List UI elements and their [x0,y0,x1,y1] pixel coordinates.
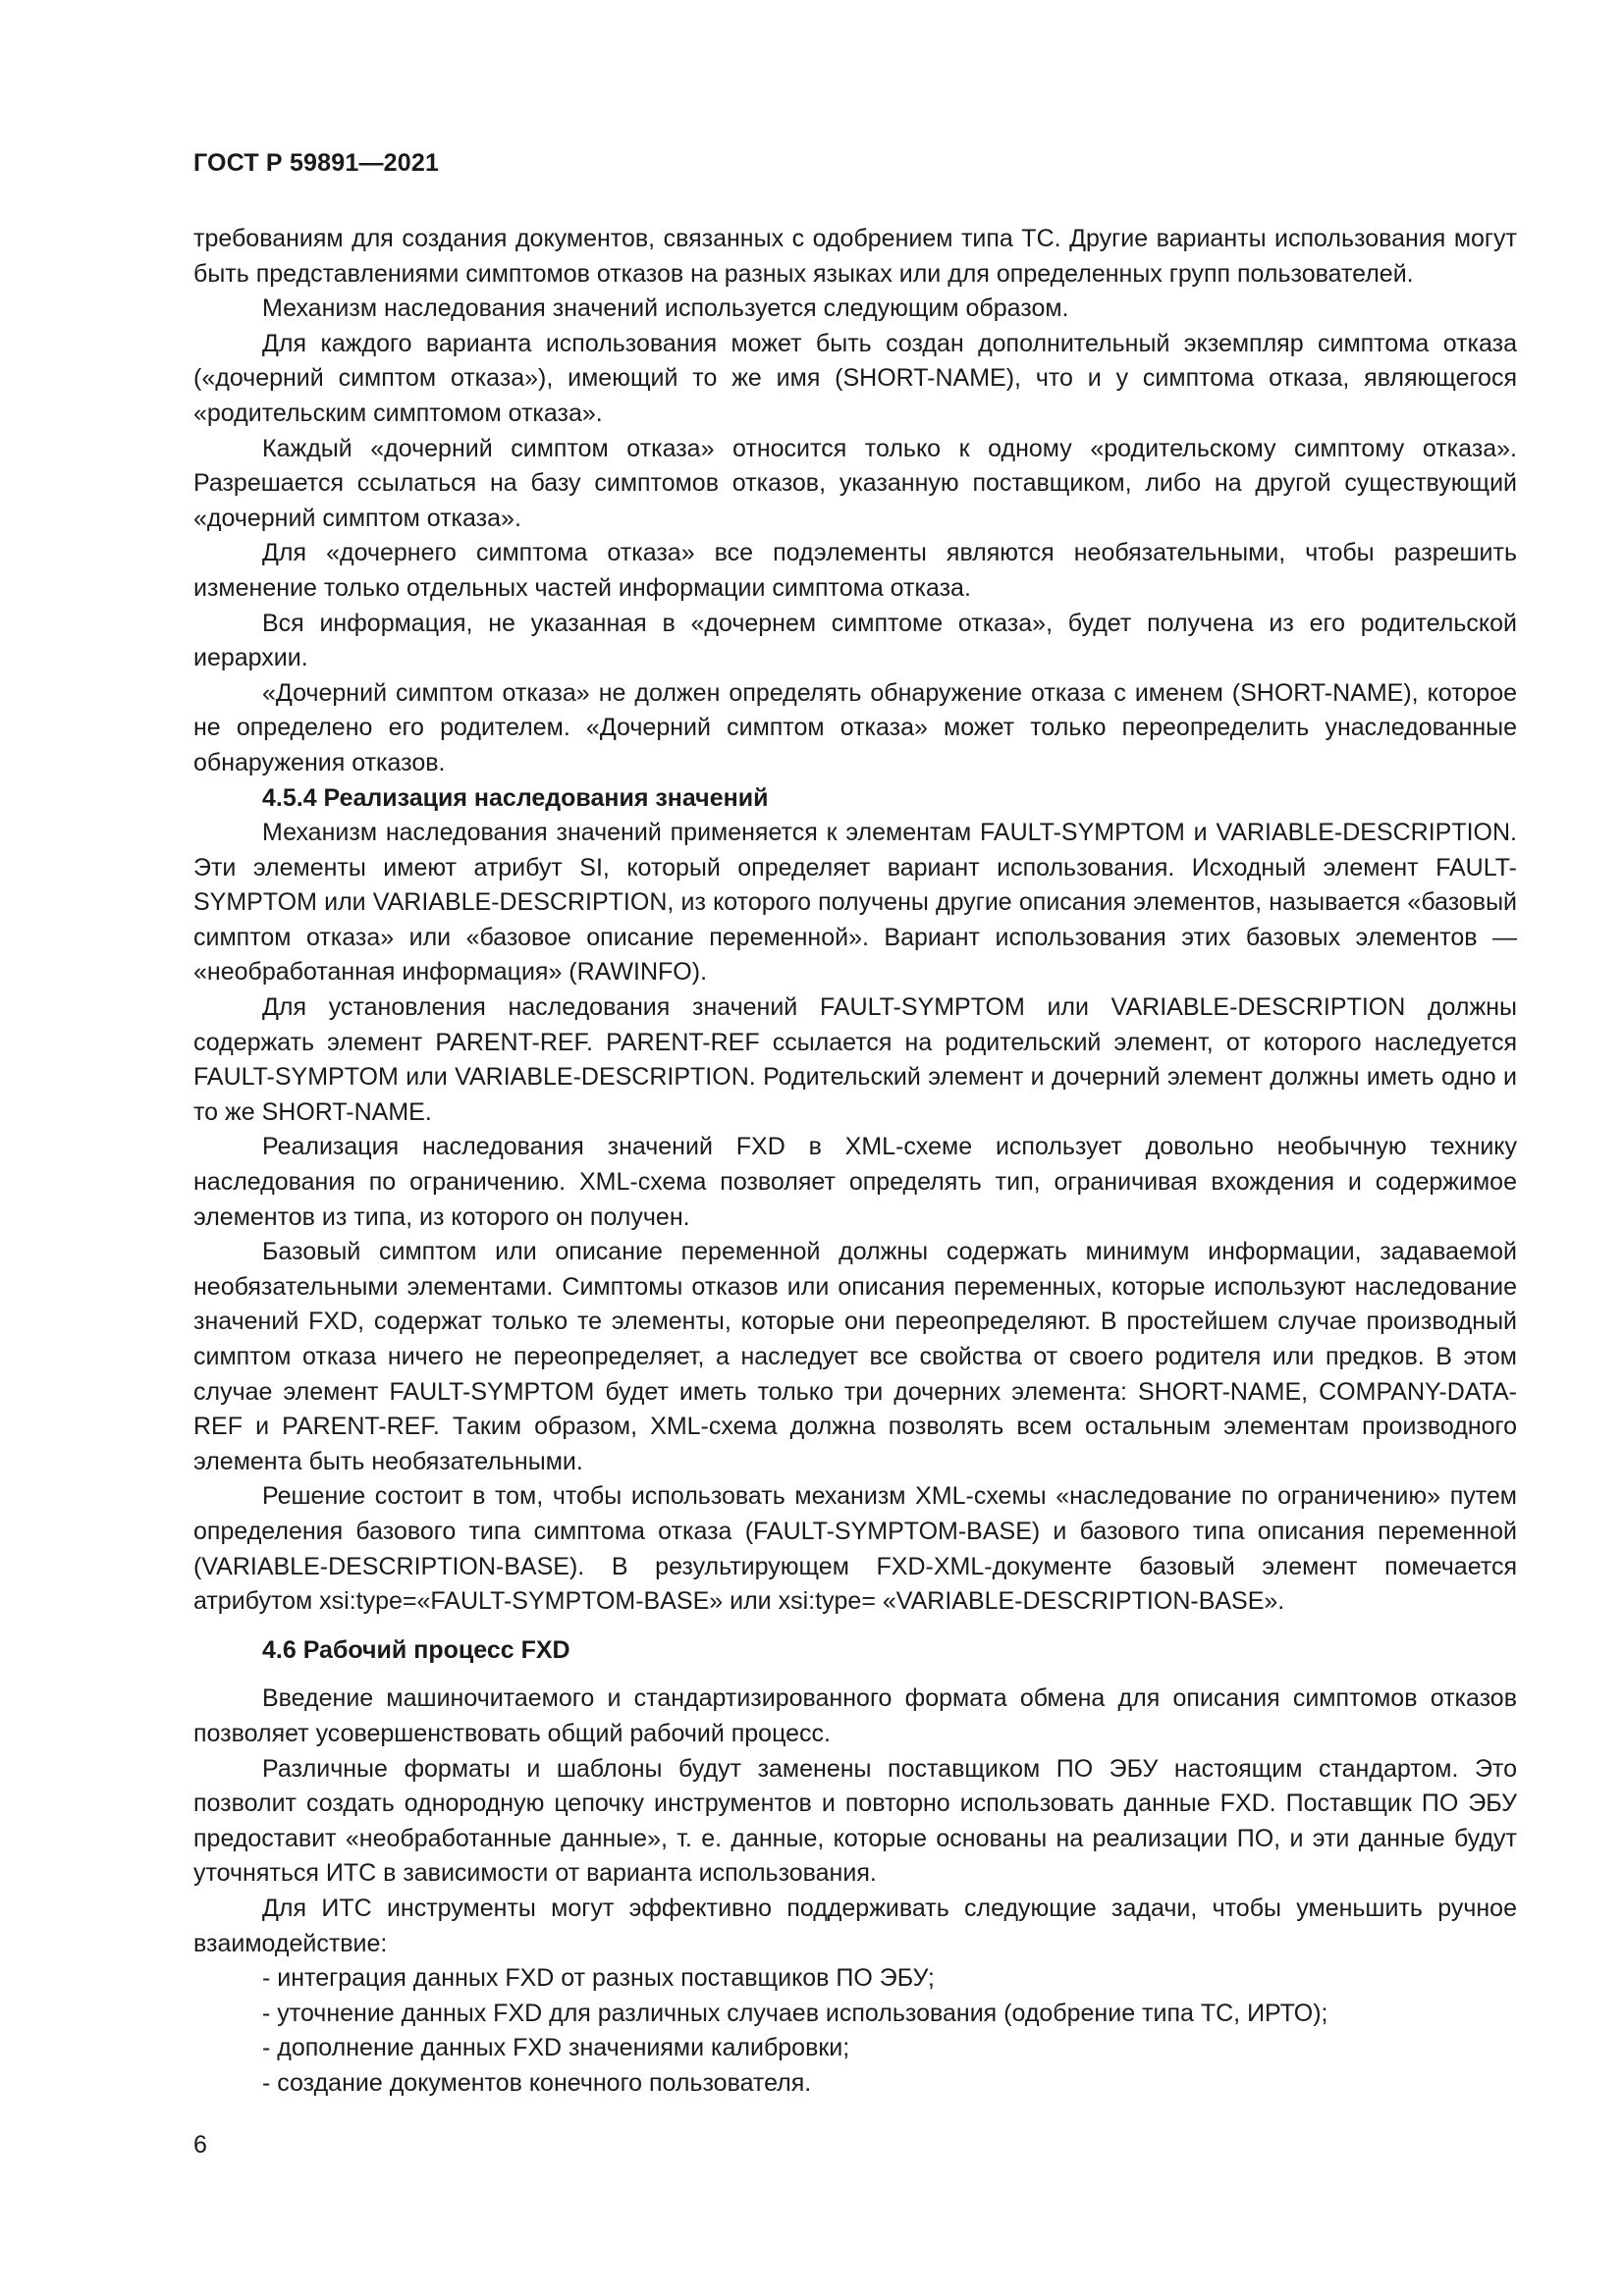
subsection-heading: 4.5.4 Реализация наследования значений [262,783,769,812]
paragraph: Для каждого варианта использования может быть создан дополнительный экземпляр симптома отказа («дочерний симптом отказа»), имеющий то же имя (SHORT-NAME), что и у симптома отказа, являющегося «родительским симптомом отказа». [193,329,1517,427]
list-item: - интеграция данных FXD от разных поставщиков ПО ЭБУ; [262,1964,935,1993]
paragraph: Решение состоит в том, чтобы использовать механизм XML-схемы «наследование по ограничению» путем определения базового типа симптома отказа (FAULT-SYMPTOM-BASE) и базового типа описания переменной (VARIABLE-DESCRIPTION-BASE). В результирующем FXD-XML-документе базовый элемент помечается атрибутом xsi:type=«FAULT-SYMPTOM-BASE» или xsi:type= «VARIABLE-DESCRIPTION-BASE». [193,1482,1517,1616]
paragraph: Реализация наследования значений FXD в XML-схеме использует довольно необычную технику наследования по ограничению. XML-схема позволяет определять тип, ограничивая вхождения и содержимое элементов из типа, из которого он получен. [193,1133,1517,1231]
list-item: - уточнение данных FXD для различных случаев использования (одобрение типа ТС, ИРТО); [262,1999,1328,2027]
document-header: ГОСТ Р 59891—2021 [193,149,440,177]
paragraph: Различные форматы и шаблоны будут заменены поставщиком ПО ЭБУ настоящим стандартом. Это позволит создать однородную цепочку инструментов и повторно использовать данные FXD. Поставщик ПО ЭБУ предоставит «необработанные данные», т. е. данные, которые основаны на реализации ПО, и эти данные будут уточняться ИТС в зависимости от варианта использования. [193,1754,1517,1888]
paragraph: Для ИТС инструменты могут эффективно поддерживать следующие задачи, чтобы уменьшить ручное взаимодействие: [193,1894,1517,1957]
paragraph: Введение машиночитаемого и стандартизированного формата обмена для описания симптомов отказов позволяет усовершенствовать общий рабочий процесс. [193,1684,1517,1747]
paragraph: Базовый симптом или описание переменной должны содержать минимум информации, задаваемой необязательными элементами. Симптомы отказов или описания переменных, которые используют наследование значений FXD, содержат только те элементы, которые они переопределяют. В простейшем случае производный симптом отказа ничего не переопределяет, а наследует все свойства от своего родителя или предков. В этом случае элемент FAULT-SYMPTOM будет иметь только три дочерних элемента: SHORT-NAME, COMPANY-DATA-REF и PARENT-REF. Таким образом, XML-схема должна позволять всем остальным элементам производного элемента быть необязательными. [193,1238,1517,1475]
paragraph: Механизм наследования значений применяется к элементам FAULT-SYMPTOM и VARIABLE-DESCRIPTION. Эти элементы имеют атрибут SI, который определяет вариант использования. Исходный элемент FAULT-SYMPTOM или VARIABLE-DESCRIPTION, из которого получены другие описания элементов, называется «базовый симптом отказа» или «базовое описание переменной». Вариант использования этих базовых элементов — «необработанная информация» (RAWINFO). [193,819,1517,987]
paragraph: Механизм наследования значений используется следующим образом. [262,294,1069,323]
paragraph: Для «дочернего симптома отказа» все подэлементы являются необязательными, чтобы разрешить изменение только отдельных частей информации симптома отказа. [193,539,1517,602]
paragraph: Вся информация, не указанная в «дочернем симптоме отказа», будет получена из его родительской иерархии. [193,609,1517,672]
page-number: 6 [193,2131,207,2159]
paragraph: Для установления наследования значений FAULT-SYMPTOM или VARIABLE-DESCRIPTION должны содержать элемент PARENT-REF. PARENT-REF ссылается на родительский элемент, от которого наследуется FAULT-SYMPTOM или VARIABLE-DESCRIPTION. Родительский элемент и дочерний элемент должны иметь одно и то же SHORT-NAME. [193,993,1517,1126]
paragraph: требованиям для создания документов, связанных с одобрением типа ТС. Другие варианты использования могут быть представлениями симптомов отказов на разных языках или для определенных групп пользователей. [193,225,1517,288]
paragraph: Каждый «дочерний симптом отказа» относится только к одному «родительскому симптому отказа». Разрешается ссылаться на базу симптомов отказов, указанную поставщиком, либо на другой существующий «дочерний симптом отказа». [193,434,1517,532]
document-body [193,222,1517,2101]
paragraph: «Дочерний симптом отказа» не должен определять обнаружение отказа с именем (SHORT-NAME), которое не определено его родителем. «Дочерний симптом отказа» может только переопределить унаследованные обнаружения отказов. [193,678,1517,776]
list-item: - создание документов конечного пользователя. [262,2068,812,2097]
section-heading: 4.6 Рабочий процесс FXD [262,1635,570,1664]
list-item: - дополнение данных FXD значениями калибровки; [262,2034,850,2062]
